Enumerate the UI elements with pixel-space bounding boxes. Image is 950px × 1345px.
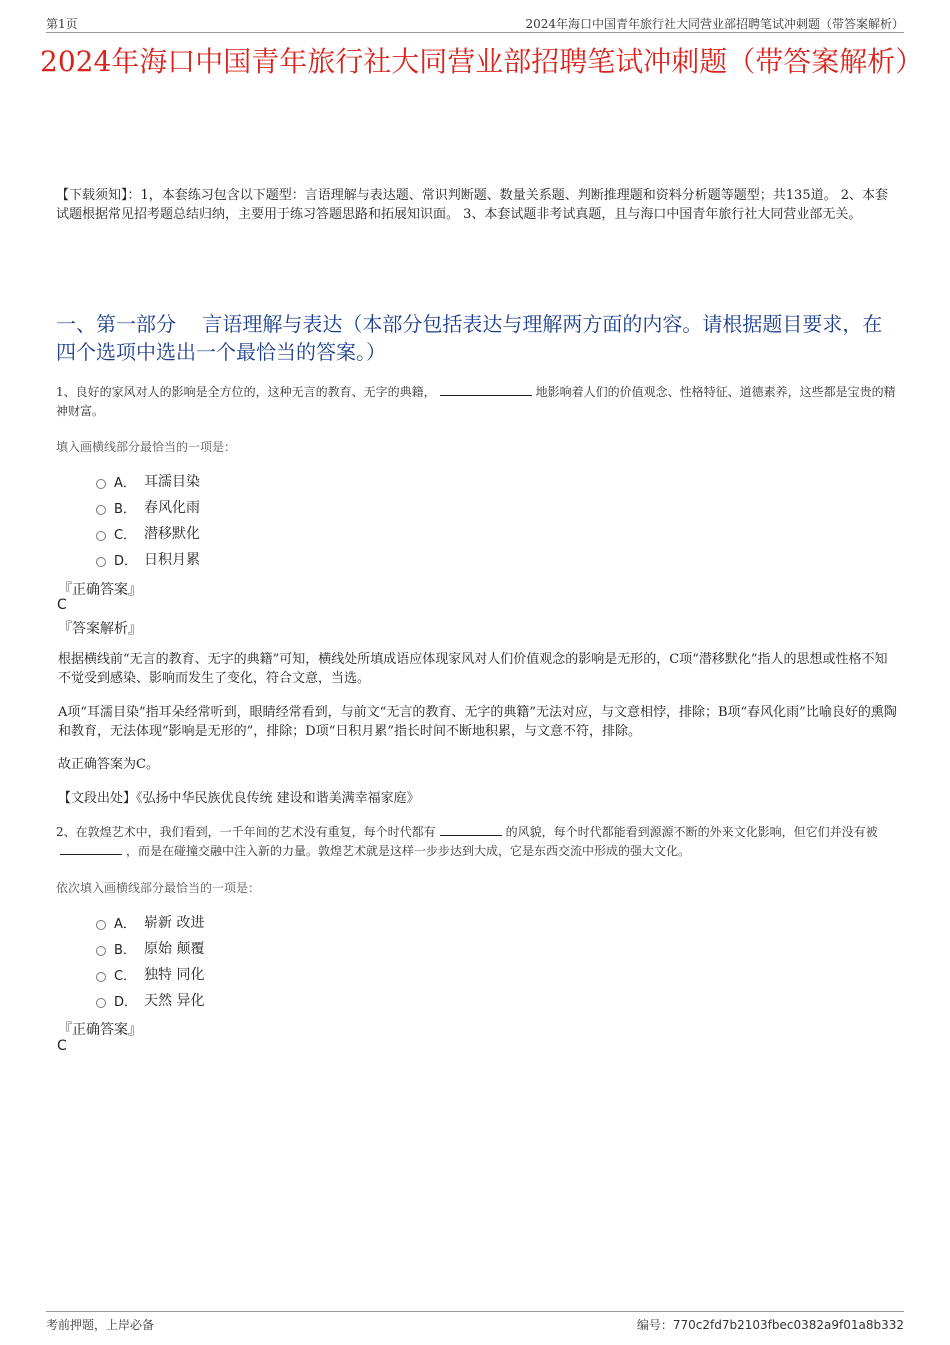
option-text: 耳濡目染	[144, 474, 200, 490]
option-letter: D．	[114, 994, 138, 1010]
option-letter: A．	[114, 916, 136, 932]
radio-icon[interactable]	[96, 920, 106, 930]
download-notice: 【下载须知】：1，本套练习包含以下题型：言语理解与表达题、常识判断题、数量关系题、判断推理题和资料分析题等题型；共135道。 2、本套试题根据常见招考题总结归纳，主要用于练习答题思路和拓展知识面。 3、本套试题非考试真题，且与海口中国青年旅行社大同营业部无关。	[56, 188, 888, 222]
option-text: 崭新 改进	[144, 915, 205, 931]
option-text: 原始 颠覆	[144, 941, 205, 957]
question-1-text-after: 地影响着人们的价值观念、性格特征、道德素养，这些都是宝贵的精神财富。	[56, 385, 896, 418]
option-letter: B．	[114, 501, 136, 517]
question-2-answer-label: 『正确答案』	[58, 1022, 142, 1038]
question-2-option-b[interactable]	[96, 935, 204, 961]
question-2-options	[96, 909, 204, 1013]
question-1-analysis-label: 『答案解析』	[58, 621, 142, 637]
option-letter: C．	[114, 968, 137, 984]
option-text: 潜移默化	[144, 526, 200, 542]
question-2-answer: C	[57, 1038, 67, 1054]
question-1-analysis-2: A项“耳濡目染”指耳朵经常听到，眼睛经常看到，与前文“无言的教育、无字的典籍”无法对应，与文意相悖，排除；B项“春风化雨”比喻良好的熏陶和教育，无法体现“影响是无形的”，排除；D项“日积月累”指长时间不断地积累，与文意不符，排除。	[58, 705, 897, 739]
question-1-instruction: 填入画横线部分最恰当的一项是：	[56, 440, 237, 454]
radio-icon[interactable]	[96, 505, 106, 515]
page-header	[46, 12, 904, 33]
radio-icon[interactable]	[96, 557, 106, 567]
question-1-source: 【文段出处】《弘扬中华民族优良传统 建设和谐美满幸福家庭》	[58, 791, 420, 806]
question-1-analysis-1: 根据横线前“无言的教育、无字的典籍”可知，横线处所填成语应体现家风对人们价值观念的影响是无形的，C项“潜移默化”指人的思想或性格不知不觉受到感染、影响而发生了变化，符合文意，当选。	[58, 652, 888, 686]
question-2-blank-1	[440, 823, 502, 836]
question-2-text	[56, 823, 900, 861]
question-2-option-c[interactable]	[96, 961, 204, 987]
page-number: 第1页	[46, 17, 78, 31]
option-letter: A．	[114, 475, 136, 491]
question-1-answer: C	[57, 597, 67, 613]
question-1-answer-label: 『正确答案』	[58, 582, 142, 598]
question-2-option-a[interactable]	[96, 909, 204, 935]
option-letter: C．	[114, 527, 137, 543]
option-text: 春风化雨	[144, 500, 200, 516]
footer-code-value: 770c2fd7b2103fbec0382a9f01a8b332	[672, 1318, 904, 1332]
footer-slogan: 考前押题，上岸必备	[46, 1318, 155, 1332]
footer-code-label: 编号：	[636, 1318, 673, 1332]
question-2-option-d[interactable]	[96, 987, 204, 1013]
question-1-option-a[interactable]	[96, 468, 200, 494]
header-doc-title: 2024年海口中国青年旅行社大同营业部招聘笔试冲刺题（带答案解析）	[525, 17, 904, 31]
question-1-text-before: 1、良好的家风对人的影响是全方位的，这种无言的教育、无字的典籍，	[56, 385, 436, 399]
question-1-analysis-3: 故正确答案为C。	[58, 757, 159, 772]
question-1-option-c[interactable]	[96, 520, 200, 546]
question-2-text-part1: 2、在敦煌艺术中，我们看到，一千年间的艺术没有重复，每个时代都有	[56, 825, 436, 839]
question-2-text-part2: 的风貌，每个时代都能看到源源不断的外来文化影响，但它们并没有被	[505, 825, 878, 839]
radio-icon[interactable]	[96, 531, 106, 541]
question-2-blank-2	[60, 842, 122, 855]
option-text: 日积月累	[144, 552, 200, 568]
option-letter: B．	[114, 942, 136, 958]
question-1-blank	[440, 383, 532, 396]
radio-icon[interactable]	[96, 972, 106, 982]
footer-code	[637, 1316, 904, 1333]
radio-icon[interactable]	[96, 946, 106, 956]
question-1-options	[96, 468, 200, 572]
question-1-option-b[interactable]	[96, 494, 200, 520]
option-letter: D．	[114, 553, 138, 569]
radio-icon[interactable]	[96, 479, 106, 489]
section-title: 一、第一部分 言语理解与表达（本部分包括表达与理解两方面的内容。请根据题目要求，在四个选项中选出一个最恰当的答案。）	[56, 312, 883, 364]
document-title: 2024年海口中国青年旅行社大同营业部招聘笔试冲刺题（带答案解析）	[40, 45, 924, 78]
option-text: 独特 同化	[144, 967, 205, 983]
radio-icon[interactable]	[96, 998, 106, 1008]
page-footer	[46, 1311, 904, 1334]
question-2-text-part3: ，而是在碰撞交融中注入新的力量。敦煌艺术就是这样一步步达到大成，它是东西交流中形成的强大文化。	[126, 844, 691, 858]
question-1-text	[56, 383, 900, 421]
question-2-instruction: 依次填入画横线部分最恰当的一项是：	[56, 881, 261, 895]
option-text: 天然 异化	[144, 993, 205, 1009]
question-1-option-d[interactable]	[96, 546, 200, 572]
